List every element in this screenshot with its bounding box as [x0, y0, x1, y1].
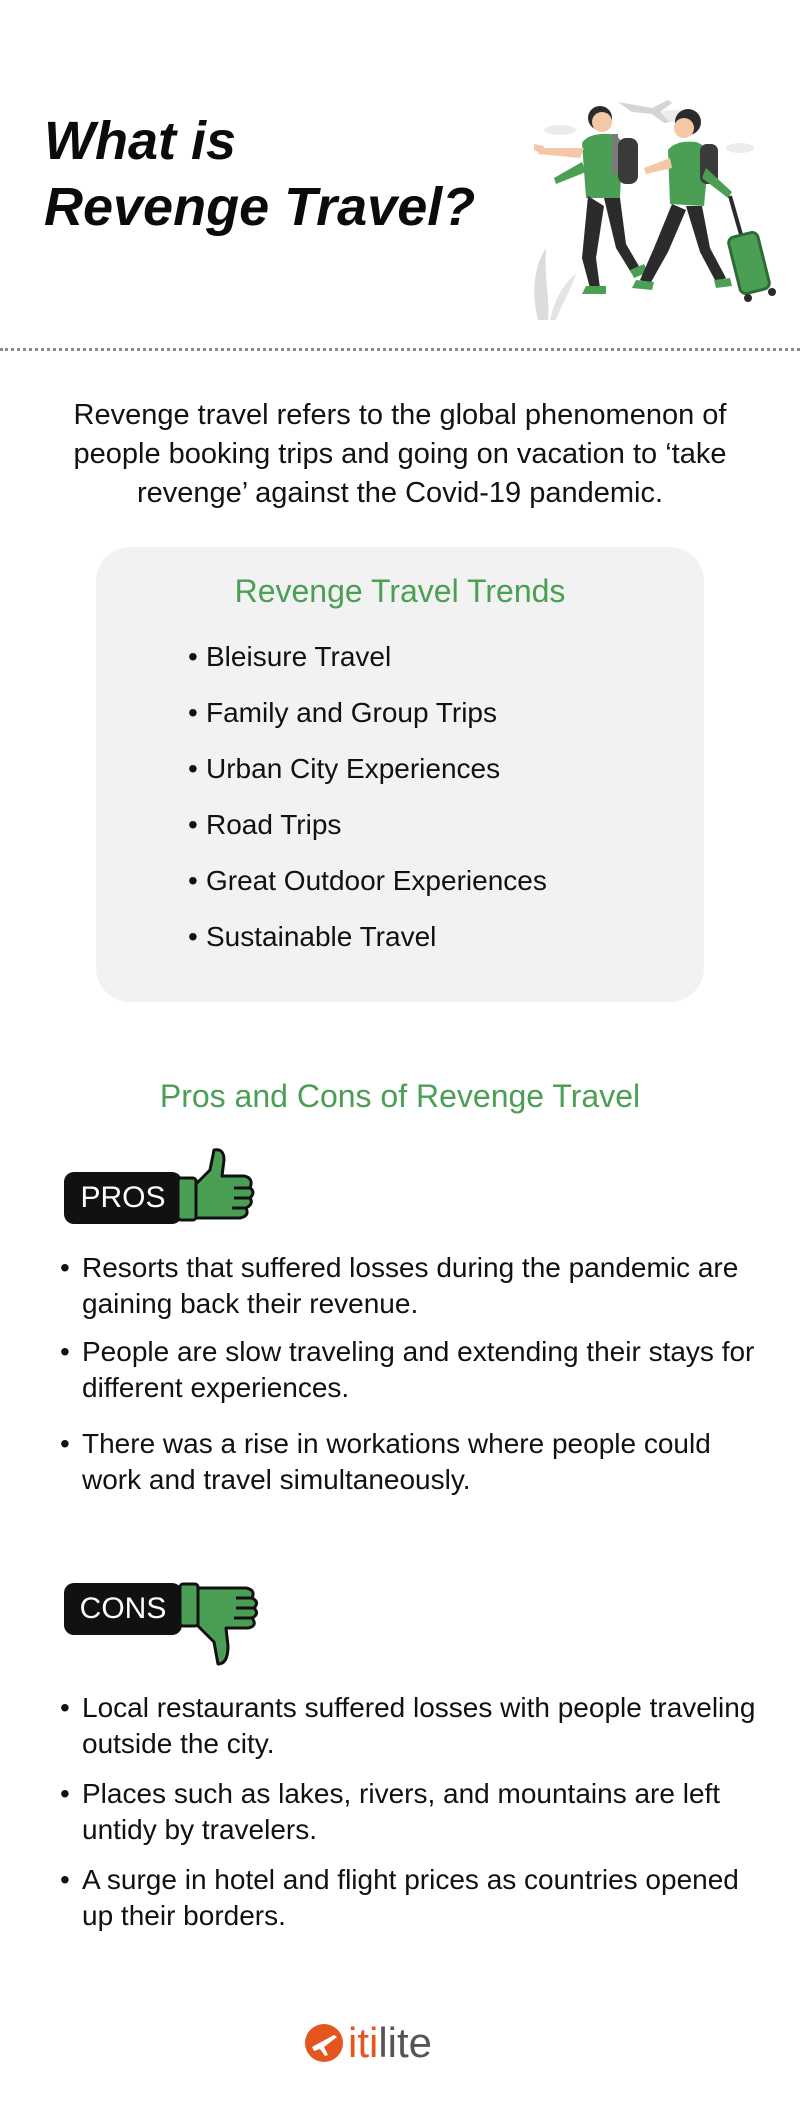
itilite-logo [304, 2018, 504, 2068]
thumbs-down-icon [176, 1580, 266, 1672]
trend-item-label: Family and Group Trips [206, 697, 497, 728]
list-item: • There was a rise in workations where people could work and travel simultaneously. [60, 1428, 711, 1495]
travelers-illustration [520, 88, 780, 328]
list-item: • Places such as lakes, rivers, and mountains are left untidy by travelers. [60, 1778, 721, 1845]
trends-list [188, 639, 547, 975]
header [0, 0, 800, 350]
pros-badge: PROS [64, 1172, 182, 1224]
list-item: • Local restaurants suffered losses with people traveling outside the city. [60, 1692, 756, 1759]
logo-text [348, 2018, 432, 2068]
list-item: • Resorts that suffered losses during the pandemic are gaining back their revenue. [60, 1252, 739, 1319]
trends-box [96, 547, 704, 1002]
list-item: • Great Outdoor Experiences [188, 865, 547, 896]
list-item: • Sustainable Travel [188, 921, 437, 952]
logo-text-rest: lite [378, 2019, 433, 2066]
pro-item-text: There was a rise in workations where people could work and travel simultaneously. [82, 1428, 711, 1495]
list-item: • People are slow traveling and extending their stays for different experiences. [60, 1336, 755, 1403]
cons-badge: CONS [64, 1583, 182, 1635]
trend-item-label: Road Trips [206, 809, 342, 840]
trend-item-label: Bleisure Travel [206, 641, 392, 672]
con-item-text: Local restaurants suffered losses with people traveling outside the city. [82, 1692, 756, 1759]
logo-text-accent: iti [348, 2019, 379, 2066]
dotted-divider [0, 348, 800, 351]
intro-text: Revenge travel refers to the global phenomenon of people booking trips and going on vacation to ‘take revenge’ against the Covid-19 pandemic. [73, 399, 727, 509]
page-title [44, 108, 475, 240]
trends-title: Revenge Travel Trends [234, 573, 566, 609]
pros-list [60, 1250, 760, 1510]
list-item: • Family and Group Trips [188, 697, 497, 728]
plane-logo-icon [304, 2023, 344, 2063]
list-item: • A surge in hotel and flight prices as countries opened up their borders. [60, 1864, 739, 1931]
pro-item-text: Resorts that suffered losses during the pandemic are gaining back their revenue. [82, 1252, 739, 1319]
cons-list [60, 1690, 760, 1948]
trend-item-label: Sustainable Travel [206, 921, 437, 952]
pros-cons-title: Pros and Cons of Revenge Travel [159, 1078, 641, 1114]
thumbs-up-icon [176, 1144, 256, 1224]
title-line-1: What is [44, 111, 237, 171]
con-item-text: A surge in hotel and flight prices as countries opened up their borders. [82, 1864, 739, 1931]
con-item-text: Places such as lakes, rivers, and mountains are left untidy by travelers. [82, 1778, 721, 1845]
trend-item-label: Urban City Experiences [206, 753, 501, 784]
list-item: • Urban City Experiences [188, 753, 501, 784]
list-item: • Bleisure Travel [188, 641, 392, 672]
pro-item-text: People are slow traveling and extending their stays for different experiences. [82, 1336, 755, 1403]
title-line-2: Revenge Travel? [44, 177, 476, 237]
list-item: • Road Trips [188, 809, 342, 840]
trend-item-label: Great Outdoor Experiences [206, 865, 547, 896]
